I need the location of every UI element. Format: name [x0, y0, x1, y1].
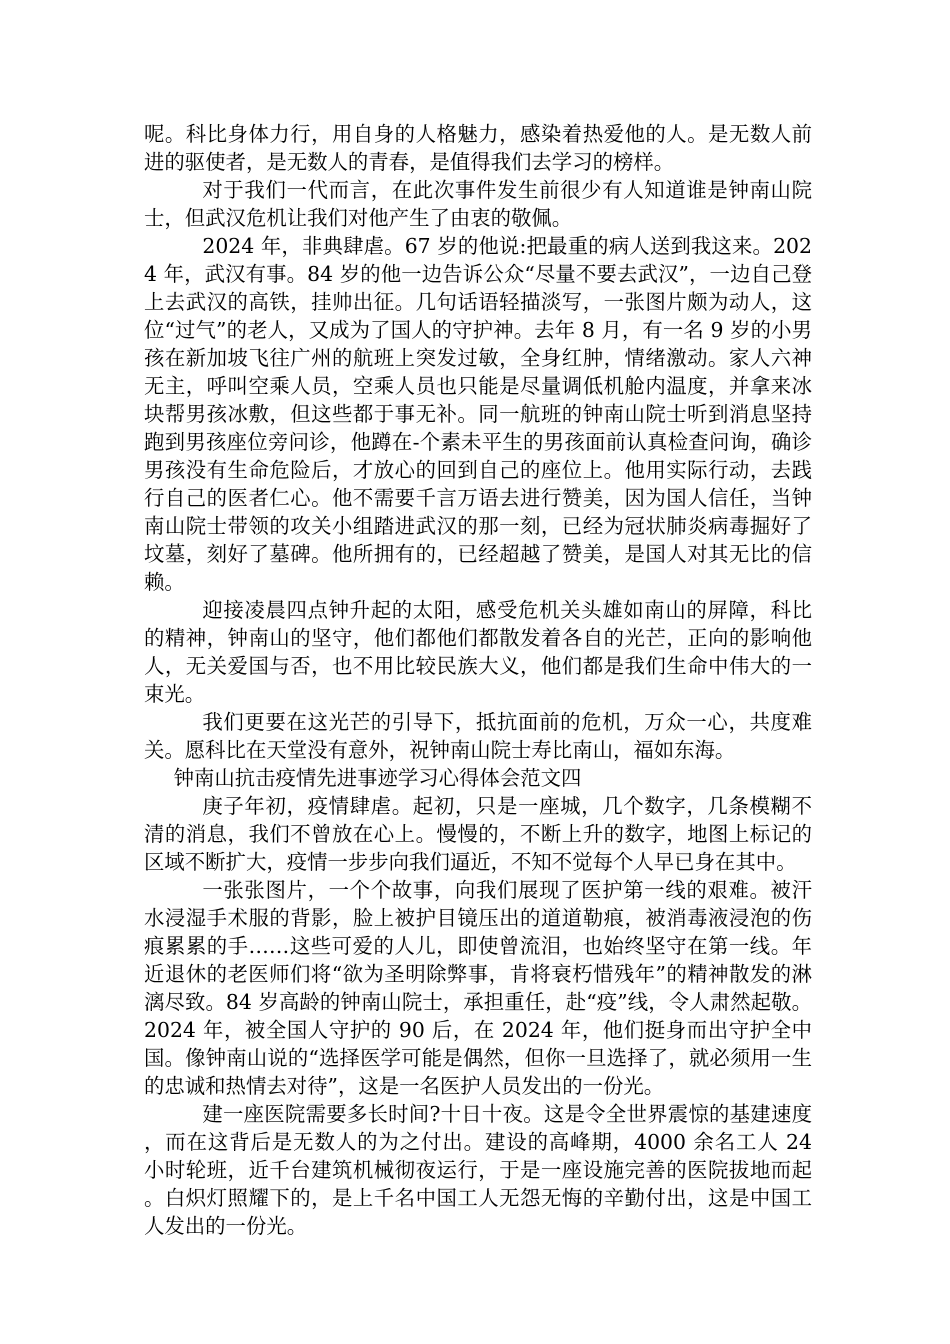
section-title: 钟南山抗击疫情先进事迹学习心得体会范文四 [173, 766, 582, 790]
document-body [144, 120, 812, 1240]
paragraph: 我们更要在这光芒的引导下，抵抗面前的危机，万众一心，共度难关。愿科比在天堂没有意外，祝钟南山院士寿比南山，福如东海。 [144, 710, 812, 762]
paragraph: 建一座医院需要多长时间?十日十夜。这是令全世界震惊的基建速度，而在这背后是无数人的为之付出。建设的高峰期，4000 余名工人 24 小时轮班，近千台建筑机械彻夜运行，于是一座设施完善的医院拔地而起。白炽灯照耀下的，是上千名中国工人无怨无悔的辛勤付出，这是中国工人发出的一份光。 [144, 1102, 812, 1238]
paragraph: 迎接凌晨四点钟升起的太阳，感受危机关头雄如南山的屏障，科比的精神，钟南山的坚守，他们都他们都散发着各自的光芒，正向的影响他人，无关爱国与否，也不用比较民族大义，他们都是我们生命中伟大的一束光。 [144, 598, 812, 706]
paragraph-continued: 呢。科比身体力行，用自身的人格魅力，感染着热爱他的人。是无数人前进的驱使者，是无数人的青春，是值得我们去学习的榜样。 [144, 122, 812, 174]
paragraph: 一张张图片，一个个故事，向我们展现了医护第一线的艰难。被汗水浸湿手术服的背影，脸上被护目镜压出的道道勒痕，被消毒液浸泡的伤痕累累的手……这些可爱的人儿，即使曾流泪，也始终坚守在第一线。年近退休的老医师们将“欲为圣明除弊事，肯将衰朽惜残年”的精神散发的淋漓尽致。84 岁高龄的钟南山院士，承担重任，赴“疫”线，令人肃然起敬。2024 年，被全国人守护的 90 后，在 2024 年，他们挺身而出守护全中国。像钟南山说的“选择医学可能是偶然，但你一旦选择了，就必须用一生的忠诚和热情去对待”，这是一名医护人员发出的一份光。 [144, 878, 812, 1098]
paragraph: 2024 年，非典肆虐。67 岁的他说:把最重的病人送到我这来。2024 年，武汉有事。84 岁的他一边告诉公众“尽量不要去武汉”，一边自己登上去武汉的高铁，挂帅出征。几句话语轻描淡写，一张图片颇为动人，这位“过气”的老人，又成为了国人的守护神。去年 8 月，有一名 9 岁的小男孩在新加坡飞往广州的航班上突发过敏，全身红肿，情绪激动。家人六神无主，呼叫空乘人员，空乘人员也只能是尽量调低机舱内温度，并拿来冰块帮男孩冰敷，但这些都于事无补。同一航班的钟南山院士听到消息坚持跑到男孩座位旁问诊，他蹲在-个素未平生的男孩面前认真检查问询，确诊男孩没有生命危险后，才放心的回到自己的座位上。他用实际行动，去践行自己的医者仁心。他不需要千言万语去进行赞美，因为国人信任，当钟南山院士带领的攻关小组踏进武汉的那一刻，已经为冠状肺炎病毒掘好了坟墓，刻好了墓碑。他所拥有的，已经超越了赞美，是国人对其无比的信赖。 [144, 234, 812, 594]
paragraph: 对于我们一代而言，在此次事件发生前很少有人知道谁是钟南山院士，但武汉危机让我们对他产生了由衷的敬佩。 [144, 178, 812, 230]
paragraph: 庚子年初，疫情肆虐。起初，只是一座城，几个数字，几条模糊不清的消息，我们不曾放在心上。慢慢的，不断上升的数字，地图上标记的区域不断扩大，疫情一步步向我们逼近，不知不觉每个人早已身在其中。 [144, 794, 812, 874]
